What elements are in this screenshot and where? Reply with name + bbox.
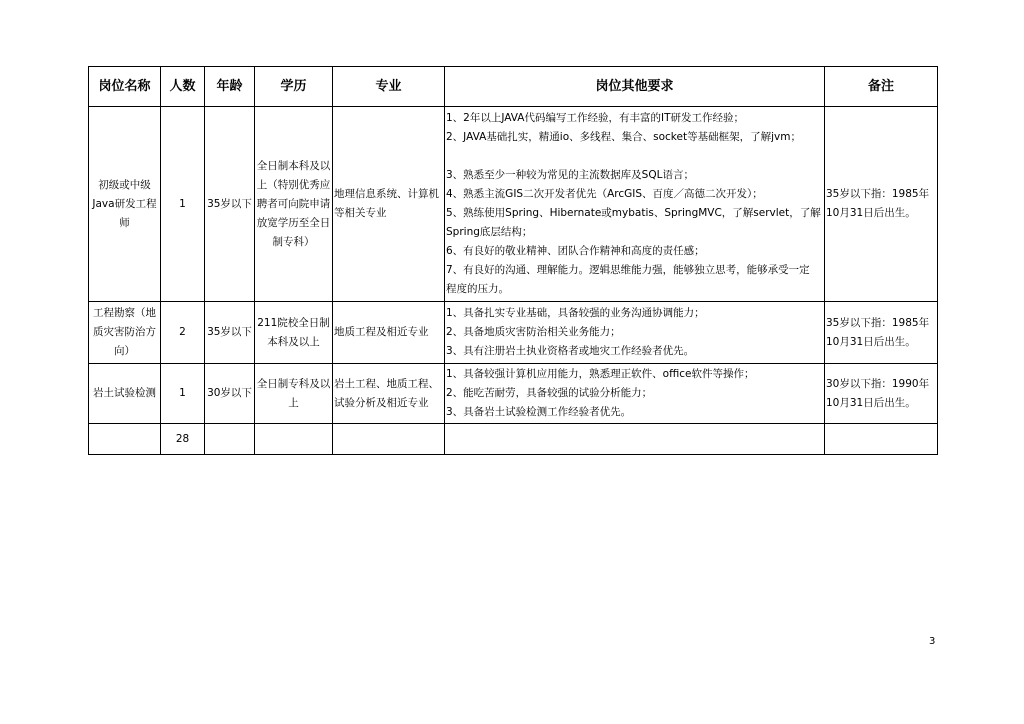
requirement-line: 6、有良好的敬业精神、团队合作精神和高度的责任感； [446, 244, 705, 257]
requirements-cell [445, 364, 825, 424]
requirement-line: 1、2年以上JAVA代码编写工作经验，有丰富的IT研发工作经验； [446, 112, 744, 125]
empty-cell [89, 424, 161, 455]
position-cell: 初级或中级Java研发工程师 [89, 107, 161, 302]
requirement-line: 7、有良好的沟通、理解能力。逻辑思维能力强，能够独立思考，能够承受一定 [446, 263, 810, 276]
requirement-line: 3、具有注册岩土执业资格者或地灾工作经验者优先。 [446, 345, 695, 357]
table-header-row [89, 67, 938, 107]
header-position: 岗位名称 [89, 67, 161, 107]
requirement-line: 程度的压力。 [446, 282, 509, 295]
education-cell: 211院校全日制本科及以上 [255, 302, 333, 364]
age-cell: 35岁以下 [205, 302, 255, 364]
header-requirements: 岗位其他要求 [445, 67, 825, 107]
empty-cell [255, 424, 333, 455]
age-cell: 30岁以下 [205, 364, 255, 424]
count-cell: 1 [161, 364, 205, 424]
total-row [89, 424, 938, 455]
major-cell: 地理信息系统、计算机等相关专业 [333, 107, 445, 302]
header-count: 人数 [161, 67, 205, 107]
requirement-line: 2、能吃苦耐劳，具备较强的试验分析能力； [446, 387, 653, 399]
requirement-line: Spring底层结构； [446, 225, 533, 238]
remarks-cell: 35岁以下指：1985年10月31日后出生。 [825, 107, 938, 302]
header-age: 年龄 [205, 67, 255, 107]
page-number: 3 [929, 636, 936, 647]
count-cell: 2 [161, 302, 205, 364]
table-row [89, 364, 938, 424]
requirements-cell [445, 302, 825, 364]
major-cell: 岩土工程、地质工程、试验分析及相近专业 [333, 364, 445, 424]
position-cell: 工程勘察（地质灾害防治方向） [89, 302, 161, 364]
requirement-line: 5、熟练使用Spring、Hibernate或mybatis、SpringMVC，了解servlet，了解 [446, 206, 821, 219]
age-cell: 35岁以下 [205, 107, 255, 302]
requirement-line: 2、JAVA基础扎实，精通io、多线程、集合、socket等基础框架，了解jvm； [446, 131, 801, 144]
education-cell: 全日制专科及以上 [255, 364, 333, 424]
position-cell: 岩土试验检测 [89, 364, 161, 424]
requirements-cell [445, 107, 825, 302]
requirement-line: 3、具备岩土试验检测工作经验者优先。 [446, 406, 632, 418]
remarks-cell: 30岁以下指：1990年10月31日后出生。 [825, 364, 938, 424]
empty-cell [825, 424, 938, 455]
header-remarks: 备注 [825, 67, 938, 107]
empty-cell [333, 424, 445, 455]
header-education: 学历 [255, 67, 333, 107]
major-cell: 地质工程及相近专业 [333, 302, 445, 364]
table-row [89, 302, 938, 364]
empty-cell [205, 424, 255, 455]
table-row [89, 107, 938, 302]
remarks-cell: 35岁以下指：1985年10月31日后出生。 [825, 302, 938, 364]
total-count-cell: 28 [161, 424, 205, 455]
requirement-line: 4、熟悉主流GIS二次开发者优先（ArcGIS、百度／高德二次开发）； [446, 187, 763, 200]
count-cell: 1 [161, 107, 205, 302]
education-cell: 全日制本科及以上（特别优秀应聘者可向院申请放宽学历至全日制专科） [255, 107, 333, 302]
empty-cell [445, 424, 825, 455]
requirement-line: 1、具备较强计算机应用能力，熟悉理正软件、office软件等操作； [446, 368, 755, 380]
requirement-line: 2、具备地质灾害防治相关业务能力； [446, 326, 621, 338]
recruitment-table [88, 66, 938, 455]
header-major: 专业 [333, 67, 445, 107]
requirement-line: 1、具备扎实专业基础，具备较强的业务沟通协调能力； [446, 307, 705, 319]
requirement-line: 3、熟悉至少一种较为常见的主流数据库及SQL语言； [446, 168, 694, 181]
requirement-line [446, 147, 823, 166]
